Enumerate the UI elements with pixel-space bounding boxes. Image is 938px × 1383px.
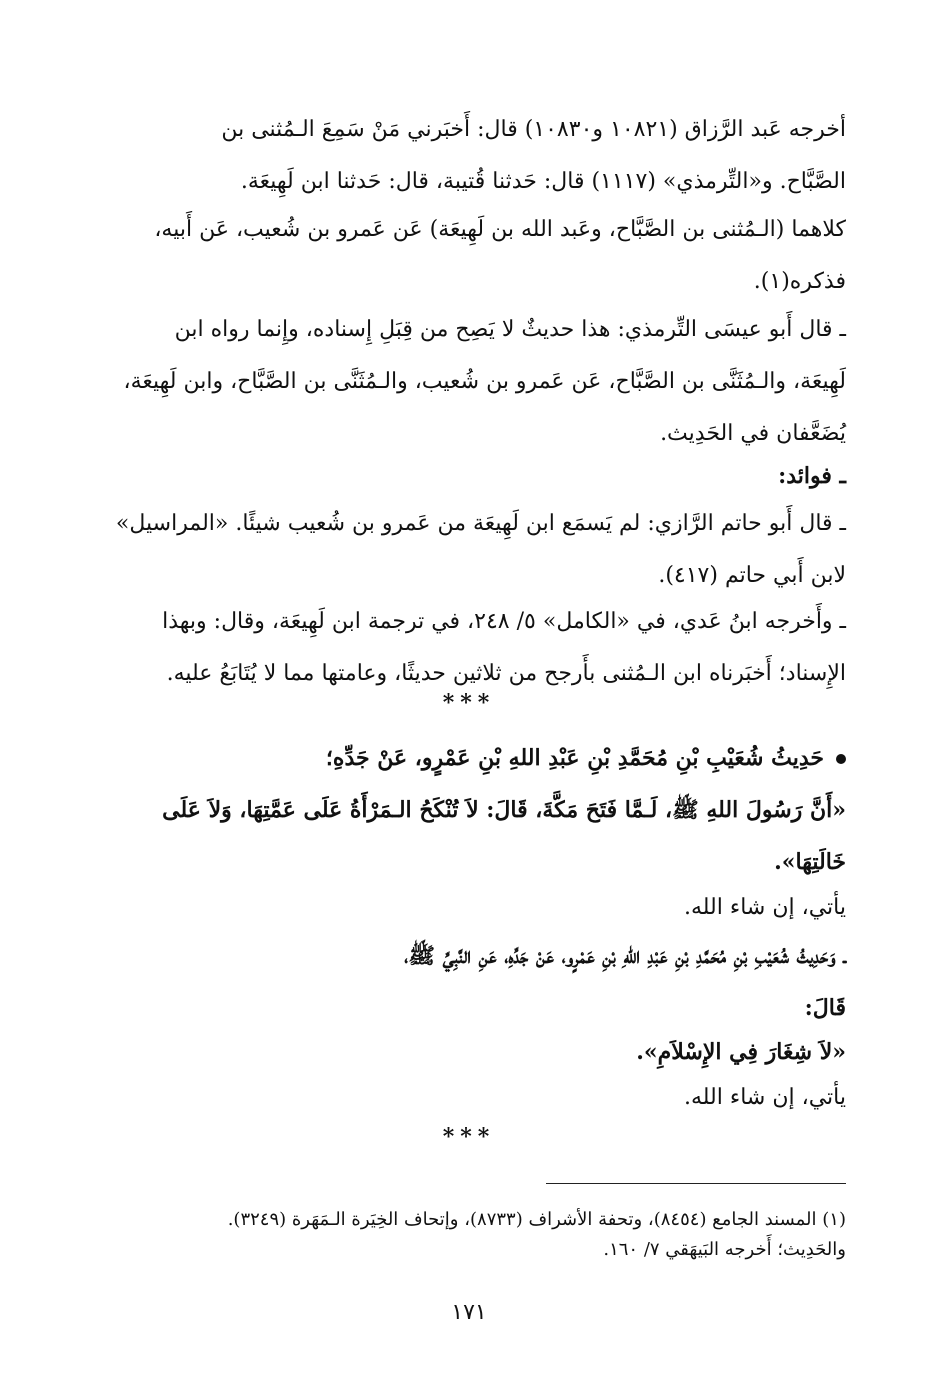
section-separator: *** <box>442 690 496 716</box>
text-line: «أَنَّ رَسُولَ اللهِ ﷺ، لَـمَّا فَتَحَ مَكَّةَ، قَالَ: لاَ تُنْكَحُ الـمَرْأَةُ عَلَى عَمَّتِهَا، وَلاَ عَلَى <box>162 797 846 823</box>
section-separator: *** <box>442 1124 496 1150</box>
text-line: خَالَتِهَا». <box>774 849 846 875</box>
paragraph-takhrij <box>92 104 846 208</box>
text-line: لابن أَبي حاتم (٤١٧). <box>658 563 846 588</box>
paragraph-ibn-adi <box>92 596 846 700</box>
yati-note-2: يأتي، إن شاء الله. <box>683 1085 846 1110</box>
hadith1-title: حَدِيثُ شُعَيْبِ بْنِ مُحَمَّدِ بْنِ عَبْدِ اللهِ بْنِ عَمْرٍو، عَنْ جَدِّهِ؛ <box>92 732 846 784</box>
text-line: أخرجه عَبد الرَّزاق (١٠٨٢١ و١٠٨٣٠) قال: أَخبَرني مَنْ سَمِعَ الـمُثنى بن <box>221 117 846 142</box>
text-line: كلاهما (الـمُثنى بن الصَّبَّاح، وعَبد الله بن لَهِيعَة) عَن عَمرو بن شُعيب، عَن أَبيه، <box>154 217 846 242</box>
paragraph-chain <box>92 204 846 308</box>
text-line: يُضَعَّفان في الحَدِيث. <box>660 421 846 446</box>
hadith1-text <box>92 784 846 888</box>
text-line: ـ قال أَبو عيسَى التِّرمذي: هذا حديثٌ لا يَصِح من قِبَلِ إِسناده، وإِنما رواه ابن <box>174 317 846 342</box>
footnote <box>92 1205 846 1265</box>
text-line: ـ وأَخرجه ابنُ عَدي، في «الكامل» ٥/ ٢٤٨، في ترجمة ابن لَهِيعَة، وقال: وبهذا <box>162 609 846 634</box>
text-line: لَهِيعَة، والـمُثَنَّى بن الصَّبَّاح، عَن عَمرو بن شُعيب، والـمُثَنَّى بن الصَّبَّاح، وابن لَهِيعَة، <box>123 369 846 394</box>
text-line: ـ وَحَدِيثُ شُعَيْبِ بْنِ مُحَمَّدِ بْنِ عَبْدِ اللهِ بْنِ عَمْرٍو، عَنْ جَدِّهِ، عَنِ النَّبِيِّ ﷺ، <box>404 943 846 969</box>
bullet-icon <box>836 754 846 764</box>
fawaid-heading: ـ فوائد: <box>778 463 846 489</box>
footnote-divider <box>546 1183 846 1184</box>
text-line: الإِسناد؛ أَخبَرناه ابن الـمُثنى بأَرجح من ثلاثين حديثًا، وعامتها مما لا يُتَابَعُ عليه. <box>166 661 846 686</box>
yati-note-1: يأتي، إن شاء الله. <box>683 895 846 920</box>
text-line: فذكره(١). <box>753 269 846 294</box>
hadith2-text: «لاَ شِغَارَ فِي الإِسْلاَمِ». <box>636 1039 846 1065</box>
text-line: الصَّبَّاح. و«التِّرمذي» (١١١٧) قال: حَدثنا قُتيبة، قال: حَدثنا ابن لَهِيعَة. <box>240 169 846 194</box>
text-line: قَالَ: <box>804 995 846 1021</box>
text-line: ـ قال أَبو حاتم الرَّازي: لم يَسمَع ابن لَهِيعَة من عَمرو بن شُعيب شيئًا. «المراسيل» <box>115 511 846 536</box>
paragraph-tirmidhi <box>92 304 846 460</box>
footnote-line: (١) المسند الجامع (٨٤٥٤)، وتحفة الأشراف (٨٧٣٣)، وإتحاف الخِيَرة الـمَهَرة (٣٢٤٩). <box>227 1209 846 1230</box>
page-number: ١٧١ <box>451 1300 487 1325</box>
footnote-line: والحَدِيث؛ أَخرجه البَيهَقي ٧/ ١٦٠. <box>603 1239 846 1260</box>
paragraph-abu-hatim <box>92 498 846 602</box>
hadith2-title <box>92 930 846 1034</box>
